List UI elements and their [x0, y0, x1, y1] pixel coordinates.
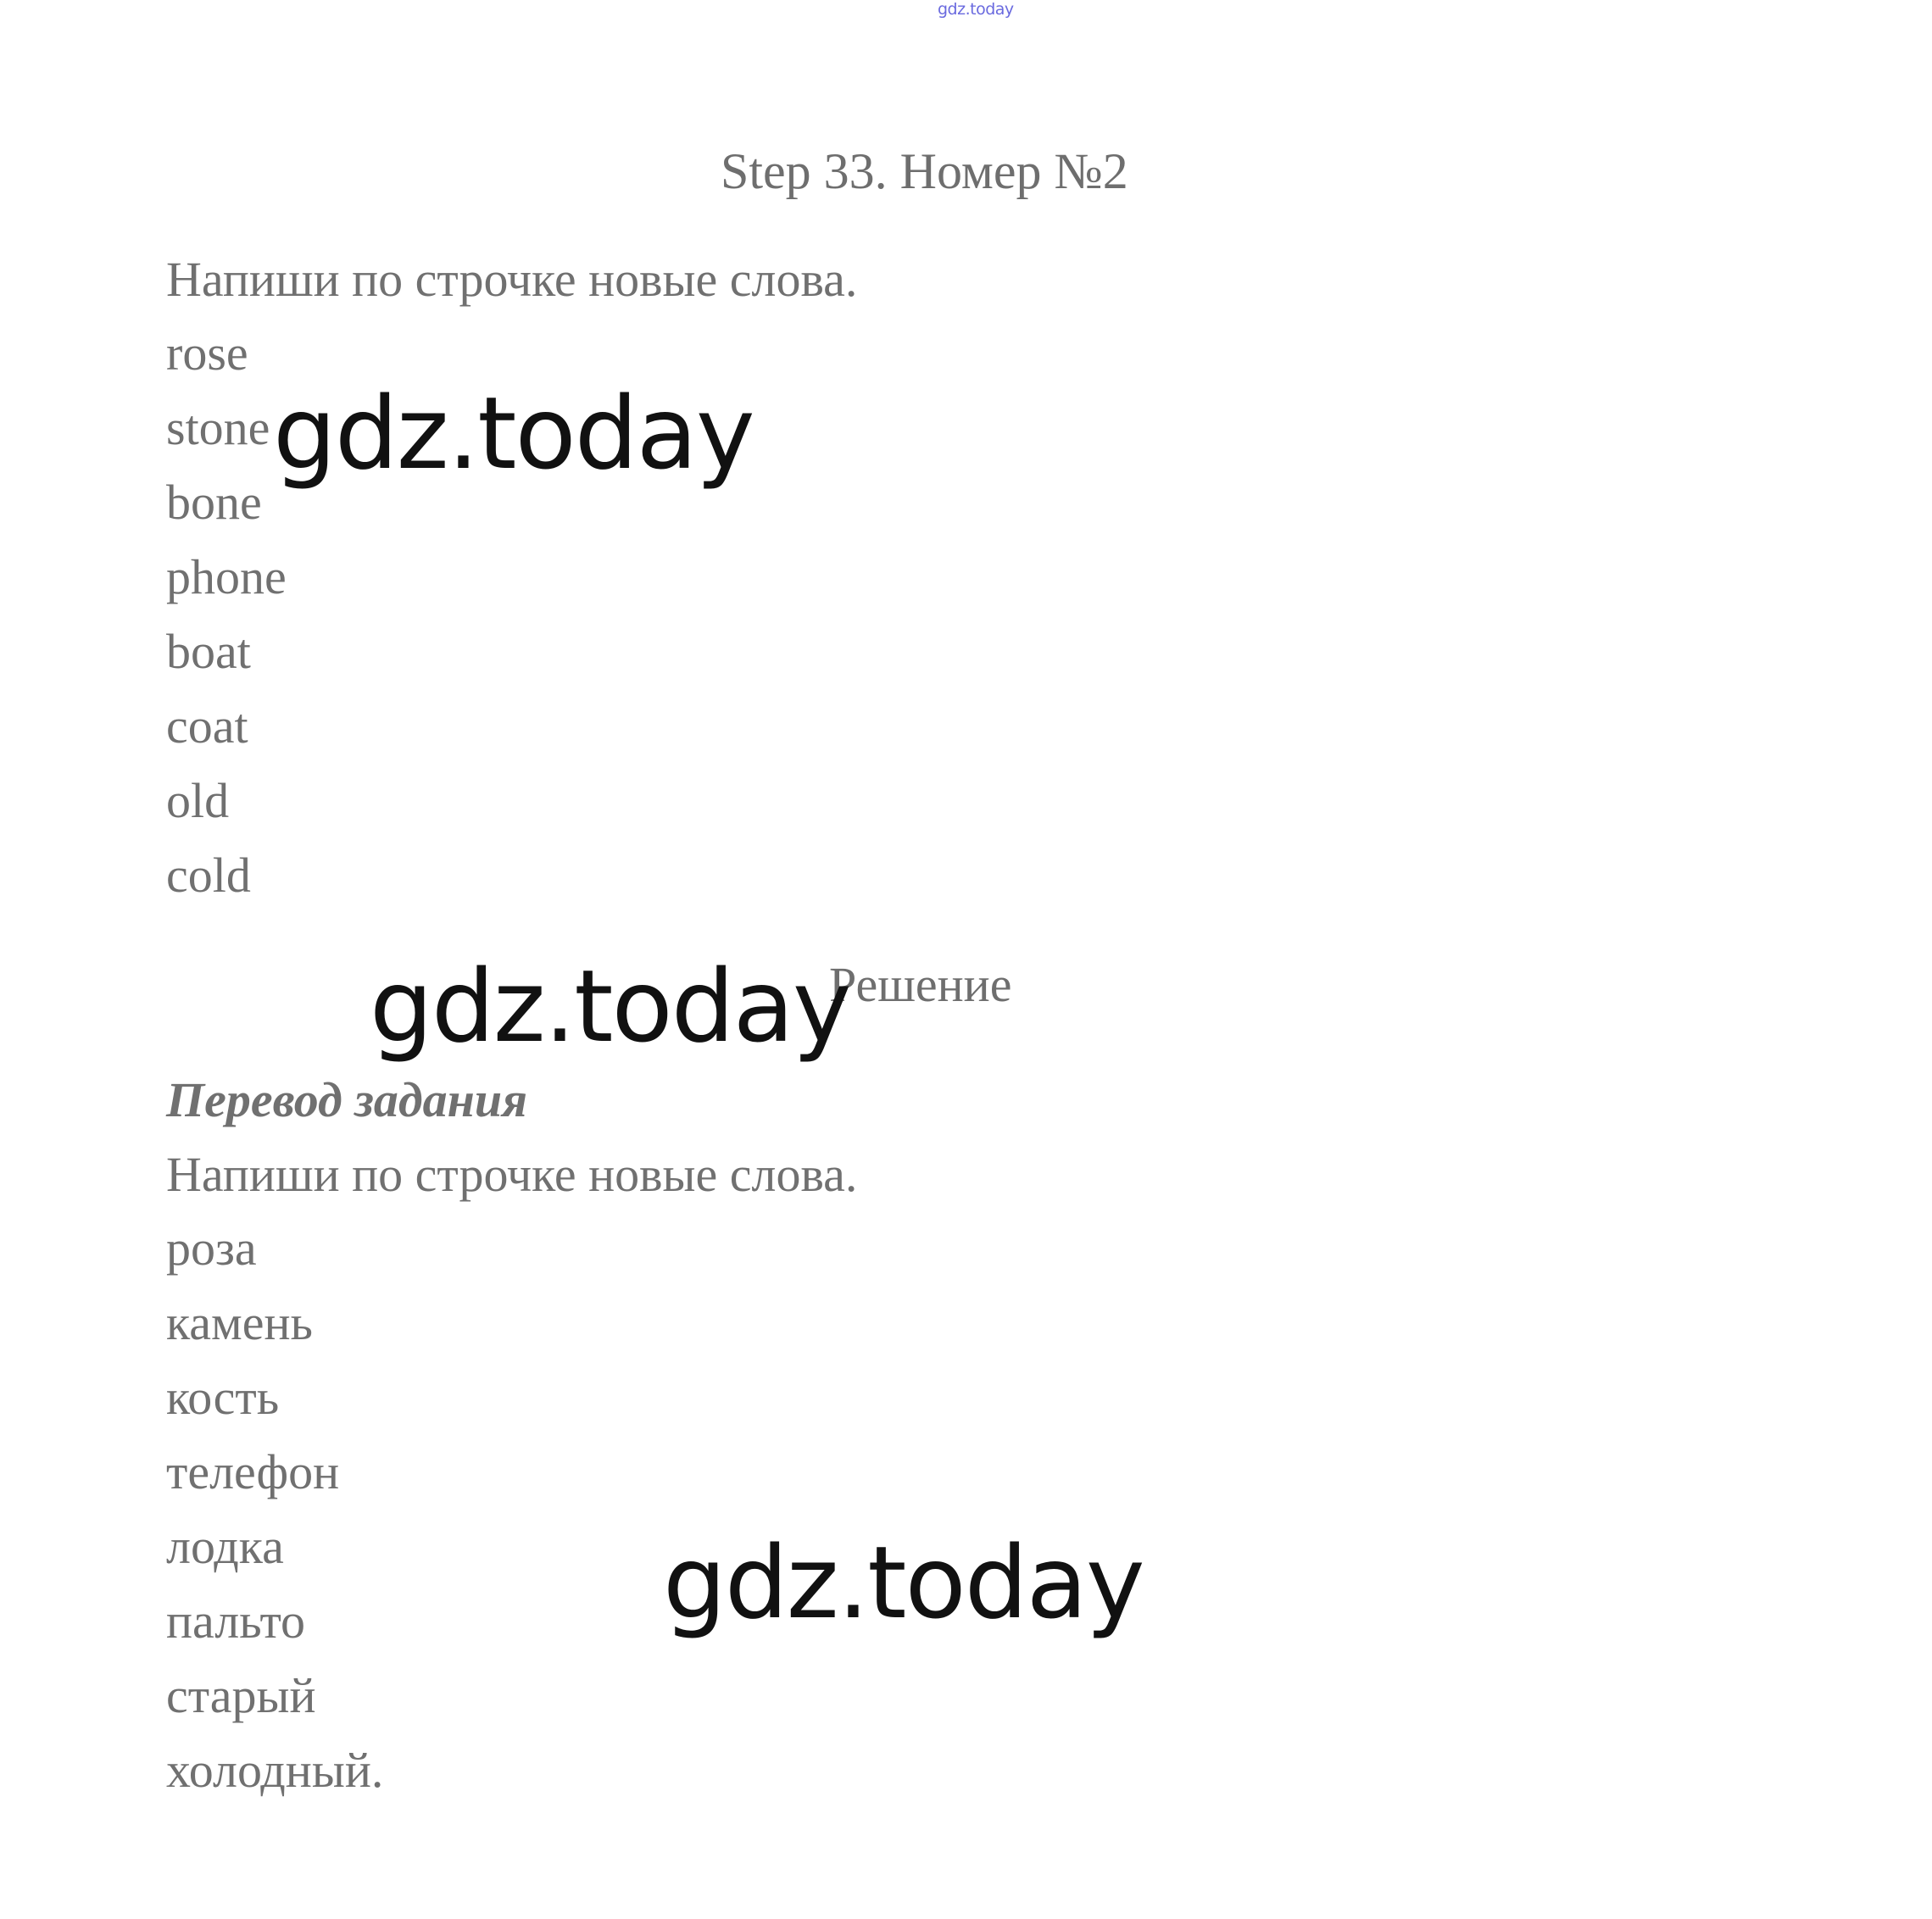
task-word: coat [166, 698, 248, 754]
task-word: stone [166, 400, 270, 455]
watermark-logo: gdz.today [370, 948, 850, 1065]
translation-instruction: Напиши по строчке новые слова. [166, 1147, 858, 1202]
top-watermark: gdz.today [938, 0, 1014, 19]
translation-word: камень [166, 1295, 313, 1350]
task-word: phone [166, 549, 287, 604]
translation-heading: Перевод задания [166, 1072, 527, 1127]
translation-word: телефон [166, 1444, 340, 1499]
translation-word: кость [166, 1370, 280, 1425]
task-word: bone [166, 475, 262, 530]
task-word: rose [166, 325, 248, 381]
task-instruction: Напиши по строчке новые слова. [166, 252, 858, 307]
translation-word: пальто [166, 1594, 306, 1649]
translation-word: роза [166, 1221, 257, 1276]
translation-word-list [166, 1211, 383, 1808]
solution-label: Решение [829, 957, 1012, 1012]
translation-word: лодка [166, 1519, 284, 1574]
task-word: boat [166, 624, 251, 679]
watermark-logo: gdz.today [273, 375, 754, 492]
task-word-list [166, 316, 287, 913]
translation-word: холодный. [166, 1743, 384, 1798]
task-word: old [166, 773, 230, 828]
page-title: Step 33. Номер №2 [721, 143, 1128, 199]
watermark-logo: gdz.today [663, 1524, 1144, 1641]
task-word: cold [166, 848, 251, 903]
translation-word: старый [166, 1668, 316, 1723]
